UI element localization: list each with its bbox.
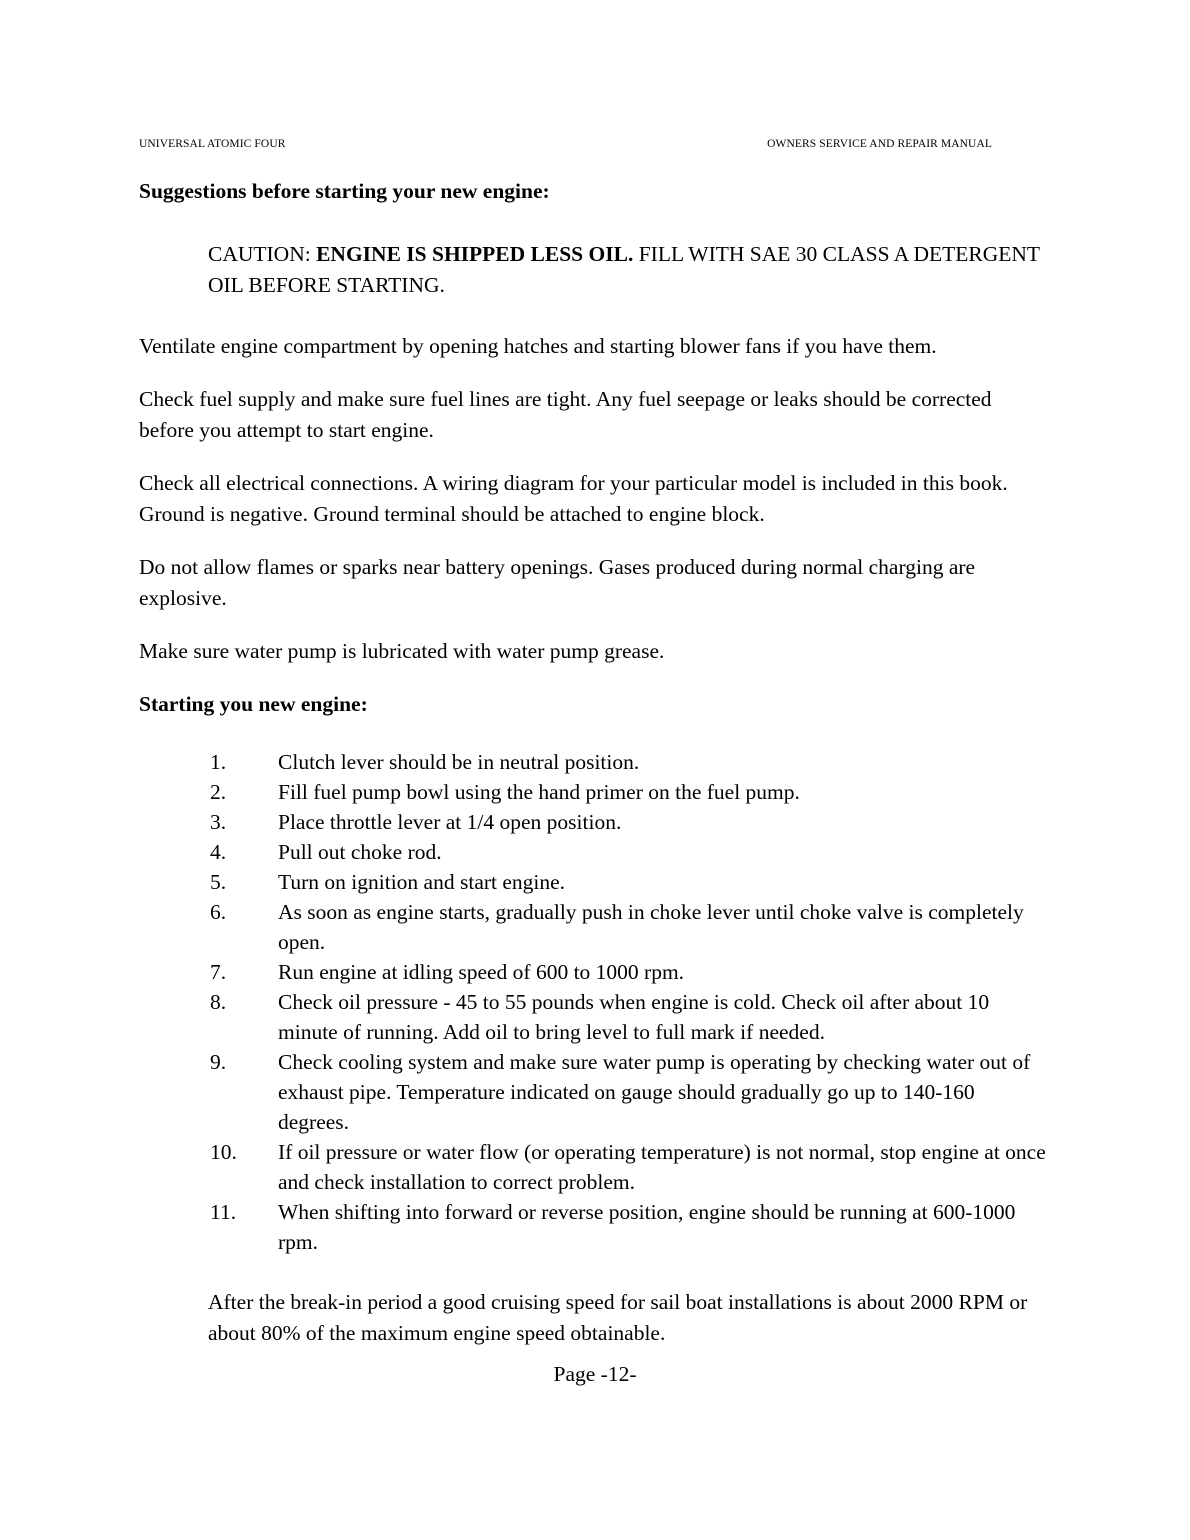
paragraph-water-pump: Make sure water pump is lubricated with water pump grease. (139, 639, 665, 663)
list-item-text: Run engine at idling speed of 600 to 1000 rpm. (278, 960, 685, 984)
list-item-number: 2. (210, 780, 227, 804)
page-number: Page -12- (553, 1362, 637, 1386)
list-item-number: 4. (210, 840, 227, 864)
paragraph-electrical: Check all electrical connections. A wiring diagram for your particular model is included in this book. Ground is negative. Ground terminal should be attached to engine block. (139, 471, 1008, 526)
spacer (139, 446, 1050, 468)
caution-block (208, 239, 1050, 301)
list-item (210, 897, 1050, 957)
suggestions-heading: Suggestions before starting your new engine: (139, 179, 550, 203)
starting-steps-list (210, 747, 1050, 1257)
list-item-number: 3. (210, 810, 227, 834)
list-item-text: Pull out choke rod. (278, 840, 442, 864)
list-item-number: 9. (210, 1050, 227, 1074)
list-item-number: 6. (210, 900, 227, 924)
paragraph-fuel-supply: Check fuel supply and make sure fuel lines are tight. Any fuel seepage or leaks should be corrected before you attempt to start engine. (139, 387, 992, 442)
list-item-text: Check oil pressure - 45 to 55 pounds when engine is cold. Check oil after about 10 minute of running. Add oil to bring level to full mark if needed. (278, 990, 990, 1044)
list-item-number: 11. (210, 1200, 237, 1224)
list-item (210, 867, 1050, 897)
list-item-text: As soon as engine starts, gradually push in choke lever until choke valve is completely open. (278, 900, 1024, 954)
header-left-title: UNIVERSAL ATOMIC FOUR (139, 138, 286, 150)
document-body (139, 176, 1050, 1371)
header-right-title: OWNERS SERVICE AND REPAIR MANUAL (767, 138, 992, 150)
list-item-number: 8. (210, 990, 227, 1014)
starting-heading: Starting you new engine: (139, 692, 368, 716)
list-item (210, 1047, 1050, 1137)
list-item-text: Turn on ignition and start engine. (278, 870, 566, 894)
list-item-text: Fill fuel pump bowl using the hand primer on the fuel pump. (278, 780, 800, 804)
list-item (210, 807, 1050, 837)
list-item-number: 10. (210, 1140, 237, 1164)
caution-prefix: CAUTION: (208, 242, 317, 266)
list-item-number: 1. (210, 750, 227, 774)
page-footer (0, 1362, 1190, 1387)
paragraph-flames-sparks: Do not allow flames or sparks near battery openings. Gases produced during normal charging are explosive. (139, 555, 976, 610)
paragraph-ventilate: Ventilate engine compartment by opening hatches and starting blower fans if you have them. (139, 334, 937, 358)
list-item (210, 987, 1050, 1047)
list-item-text: When shifting into forward or reverse position, engine should be running at 600-1000 rpm. (278, 1200, 1016, 1254)
closing-paragraph: After the break-in period a good cruising speed for sail boat installations is about 2000 RPM or about 80% of the maximum engine speed obtainable. (208, 1290, 1028, 1345)
list-item-text: If oil pressure or water flow (or operating temperature) is not normal, stop engine at once and check installation to correct problem. (278, 1140, 1046, 1194)
list-item (210, 1137, 1050, 1197)
list-item (210, 1197, 1050, 1257)
caution-emphasis: ENGINE IS SHIPPED LESS OIL. (316, 242, 634, 266)
list-item-number: 7. (210, 960, 227, 984)
list-item (210, 747, 1050, 777)
spacer (139, 667, 1050, 689)
caution-suffix: FILL WITH SAE 30 CLASS A DETERGENT OIL BEFORE STARTING. (208, 242, 1040, 297)
list-item (210, 837, 1050, 867)
list-item-text: Clutch lever should be in neutral position. (278, 750, 640, 774)
list-item-number: 5. (210, 870, 227, 894)
list-item (210, 777, 1050, 807)
list-item-text: Check cooling system and make sure water pump is operating by checking water out of exhaust pipe. Temperature indicated on gauge should gradually go up to 140-160 degrees. (278, 1050, 1031, 1134)
spacer (139, 362, 1050, 384)
list-item-text: Place throttle lever at 1/4 open position. (278, 810, 622, 834)
spacer (139, 614, 1050, 636)
spacer (139, 301, 1050, 331)
running-header (139, 138, 1050, 150)
spacer (139, 530, 1050, 552)
list-item (210, 957, 1050, 987)
